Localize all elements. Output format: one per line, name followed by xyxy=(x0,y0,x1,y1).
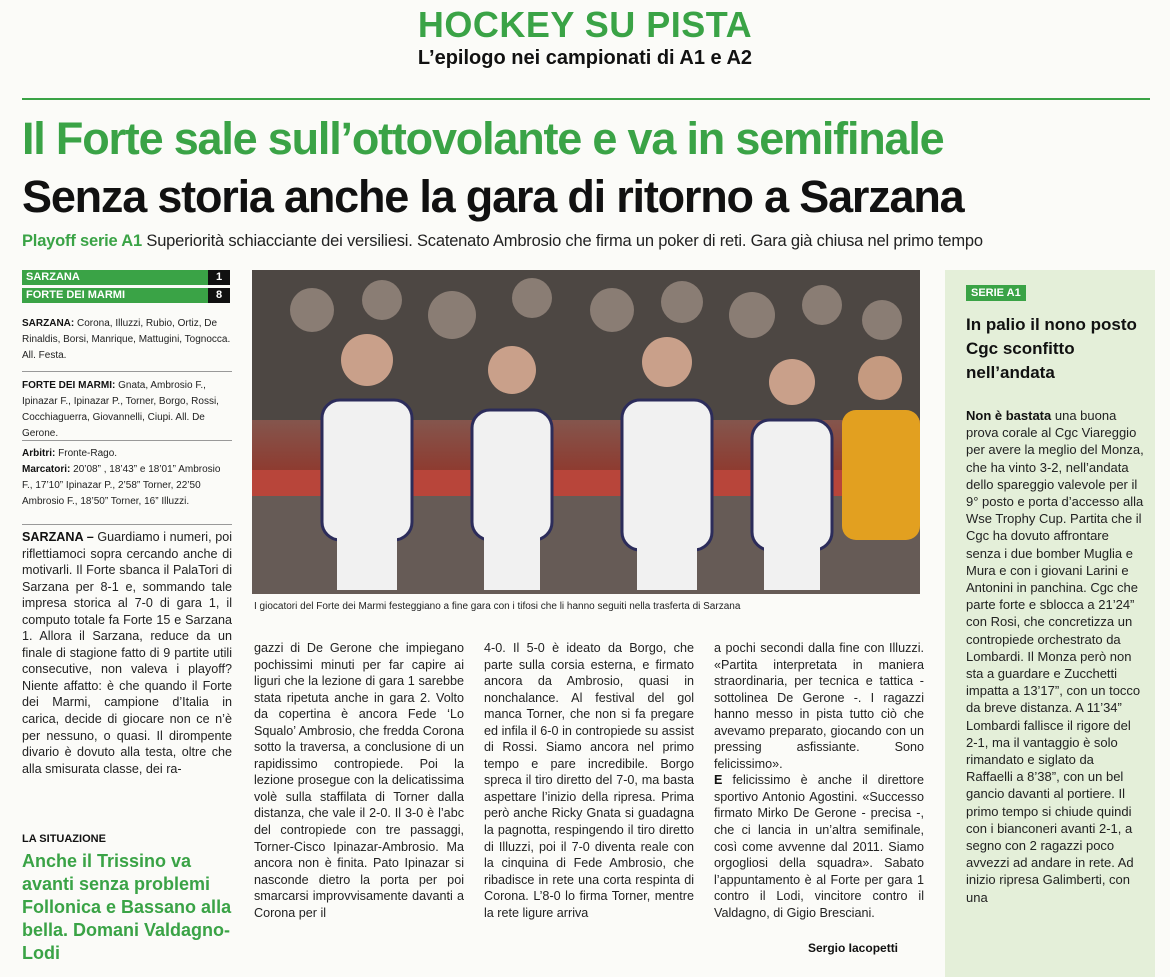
paragraph: a pochi secondi dalla fine con Illuzzi. «Partita interpretata in maniera straordinaria, per tecnica e tattica - sottolinea De Gerone -. I ragazzi hanno messo in pista tutto ciò che avevamo preparato, giocando con un pressing asfissiante. Sono felicissimo». xyxy=(714,641,924,771)
summary-text: Superiorità schiacciante dei versiliesi. Scatenato Ambrosio che firma un poker di reti. Gara già chiusa nel primo tempo xyxy=(146,232,983,250)
sidebar-article xyxy=(966,407,1144,977)
paragraph: Guardiamo i numeri, poi riflettiamoci sopra cercando anche di motivarli. Il Forte sbanca il PalaTori di Sarzana per 8-1 e, sommando tale impresa storica al 7-0 di gara 1, il computo totale fa Forte 15 e Sarzana 1. Allora il Sarzana, reduce da un finale di stagione fatto di 9 partite utili consecutive, non valeva i playoff? Niente affatto: è che quando il Forte dei Marmi, campione d’Italia in carica, decide di giocare non ce n’è per nessuno, o quasi. Il dirompente divario è dovuto alla testa, oltre che alla smisurata classe, dei ra- xyxy=(22,530,232,776)
scorers: 20’08” , 18’43” e 18’01” Ambrosio F., 17’10” Ipinazar P., 2’58” Torner, 22’50 Ambrosio F., 18’50” Torner, 16” Illuzzi. xyxy=(22,464,221,507)
match-officials xyxy=(22,446,232,510)
section-subkicker: L’epilogo nei campionati di A1 e A2 xyxy=(417,47,753,69)
sidebar-paragraph: una buona prova corale al Cgc Viareggio per avere la meglio del Monza, che ha vinto 3-2, nell’andata dello spareggio valevole per il 9° posto e porta d’accesso alla Wse Trophy Cup. Partita che il Cgc ha dovuto affrontare senza i due bomber Muglia e Mura e con i giovani Larini e Antonini in panchina. Cgc che parte forte e sblocca a 21’24” con Rosi, che concretizza un contropiede orchestrato da Lombardi. Il Monza però non sta a guardare e Zucchetti impatta a 13’17”, con un tocco da breve distanza. A 11’34” Lombardi fallisce il rigore del 2-1, ma il vantaggio è solo rimandato e siglato da Raffaelli a 8’38”, con un bel gancio davanti al portiere. Il primo tempo si chiude quindi con i bianconeri avanti 2-1, a segno con 2 ragazzi poco avvezzi ad andare in rete. Ad inizio ripresa Galimberti, con una xyxy=(966,408,1144,905)
situation-tag: LA SITUAZIONE xyxy=(22,833,106,845)
referees: Fronte-Rago. xyxy=(58,448,118,459)
paragraph: felicissimo è anche il direttore sportivo Antonio Agostini. «Successo firmato Mirko De Gerone - precisa -, che ci lancia in un’altra semifinale, così come avvenne dal 2011. Siamo orgogliosi della squadra». Sabato l’appuntamento è al Forte per gara 1 contro il Lodi, vincitore contro il Valdagno, di Gigio Bresciani. xyxy=(714,773,924,920)
photo-caption: I giocatori del Forte dei Marmi festeggiano a fine gara con i tifosi che li hanno seguiti nella trasferta di Sarzana xyxy=(254,601,741,612)
article-column-4 xyxy=(714,640,924,935)
summary-tag: Playoff serie A1 xyxy=(22,232,142,250)
team-score: 1 xyxy=(208,270,230,285)
lineup-players: Corona, Illuzzi, Rubio, Ortiz, De Rinaldis, Borsi, Manrique, Mattugini, Tognocca. All. Festa. xyxy=(22,318,231,361)
lineup-forte xyxy=(22,378,232,442)
lineup-label: SARZANA: xyxy=(22,318,75,329)
divider xyxy=(22,440,232,441)
article-column-3: 4-0. Il 5-0 è ideato da Borgo, che parte sulla corsia esterna, e firmato ancora da Ambrosio, quasi in nonchalance. Al festival del gol manca Torner, che non si fa pregare ed infila il 6-0 in contropiede su assist di Rossi. Siamo ancora nel primo tempo e pare incredibile. Borgo spreca il tiro diretto del 7-0, ma basta aspettare l’inizio della ripresa. Prima però anche Ricky Gnata si guadagna la pagnotta, respingendo il tiro diretto di Illuzzi, poi il 7-0 diventa reale con la cinquina di Fede Ambrosio, che ribadisce in rete una corta respinta di Corona. L’8-0 lo firma Torner, mentre la rete ligure arriva xyxy=(484,641,694,920)
sidebar-lead: Non è bastata xyxy=(966,408,1052,423)
article-column-2: gazzi di De Gerone che impiegano pochissimi minuti per far capire ai liguri che la lezione di gara 1 sarebbe stata ripetuta anche in gara 2. Volto da copertina è ancora Fede ‘Lo Squalo’ Ambrosio, che fredda Corona sotto la traversa, a conclusione di un rapidissimo contropiede. Poi la lezione prosegue con la delicatissima volè sulla staffilata di Torner dalla distanza, che vale il 2-0. Il 3-0 è l’abc del contropiede con tre passaggi, Torner-Cisco Ipinazar-Ambrosio. Ma ancora non è finita. Pato Ipinazar si nasconde dietro la porta per poi smarcarsi improvvisamente davanti a Corona per il xyxy=(254,641,464,920)
sidebar-title: In palio il nono posto Cgc sconfitto nell’andata xyxy=(966,315,1137,382)
article-column-1 xyxy=(22,529,232,819)
summary-line xyxy=(22,232,1162,251)
dateline: SARZANA – xyxy=(22,530,94,544)
headline: Il Forte sale sull’ottovolante e va in semifinale xyxy=(22,113,944,164)
team-name: FORTE DEI MARMI xyxy=(26,289,125,301)
lineup-sarzana xyxy=(22,316,232,364)
referees-label: Arbitri: xyxy=(22,448,56,459)
score-row-away xyxy=(22,288,230,303)
divider xyxy=(22,524,232,525)
team-name: SARZANA xyxy=(26,271,80,283)
celebration-photo-illustration xyxy=(252,270,920,594)
score-row-home xyxy=(22,270,230,285)
section-kicker: HOCKEY SU PISTA xyxy=(417,4,753,45)
lineup-players: Gnata, Ambrosio F., Ipinazar F., Ipinazar P., Torner, Borgo, Rossi, Cocchiaguerra, Giovannelli, Ciupi. All. De Gerone. xyxy=(22,380,219,439)
situation-headline: Anche il Trissino va avanti senza problemi Follonica e Bassano alla bella. Domani Valdagno-Lodi xyxy=(22,851,232,963)
lineup-label: FORTE DEI MARMI: xyxy=(22,380,116,391)
divider xyxy=(22,98,1150,100)
subheadline: Senza storia anche la gara di ritorno a Sarzana xyxy=(22,171,964,222)
author-signature: Sergio Iacopetti xyxy=(808,941,899,955)
team-score: 8 xyxy=(208,288,230,303)
scorers-label: Marcatori: xyxy=(22,464,71,475)
dropcap: E xyxy=(714,773,723,788)
sidebar-tag: SERIE A1 xyxy=(966,285,1026,301)
divider xyxy=(22,371,232,372)
match-photo xyxy=(252,270,920,594)
